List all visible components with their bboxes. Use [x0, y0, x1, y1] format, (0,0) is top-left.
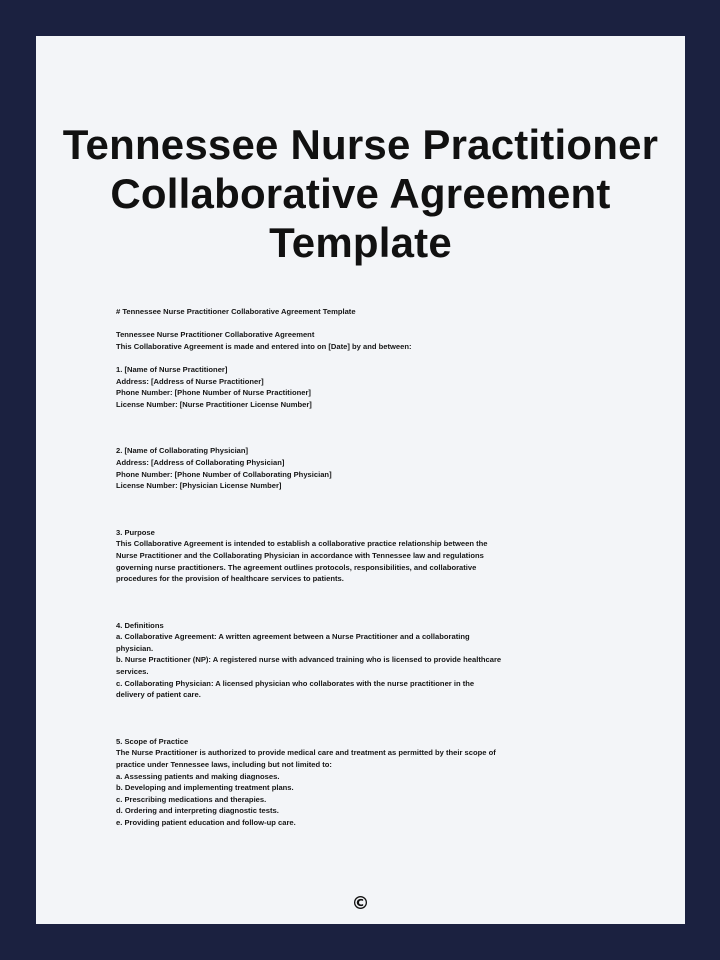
document-page: [36, 36, 685, 924]
physician-address: Address: [Address of Collaborating Physician]: [116, 457, 285, 467]
purpose-text: This Collaborative Agreement is intended to establish a collaborative practice relationship between the: [116, 539, 488, 549]
party-one-section: [116, 364, 606, 410]
spacer: [116, 318, 606, 330]
np-license: License Number: [Nurse Practitioner License Number]: [116, 399, 312, 409]
purpose-section: [116, 527, 606, 585]
definition-item: physician.: [116, 643, 154, 653]
purpose-text: governing nurse practitioners. The agreement outlines protocols, responsibilities, and collaborative: [116, 562, 477, 572]
markdown-heading-line: # Tennessee Nurse Practitioner Collaborative Agreement Template: [116, 307, 356, 316]
purpose-text: procedures for the provision of healthcare services to patients.: [116, 574, 344, 584]
purpose-heading: 3. Purpose: [116, 527, 155, 537]
scope-item: a. Assessing patients and making diagnoses.: [116, 771, 280, 781]
definition-item: a. Collaborative Agreement: A written agreement between a Nurse Practitioner and a collaborating: [116, 632, 470, 642]
spacer: [116, 701, 606, 736]
scope-heading: 5. Scope of Practice: [116, 736, 189, 746]
spacer: [116, 410, 606, 445]
party-two-section: [116, 445, 606, 491]
scope-item: e. Providing patient education and follow-up care.: [116, 818, 296, 827]
physician-phone: Phone Number: [Phone Number of Collaborating Physician]: [116, 469, 332, 479]
definition-item: services.: [116, 667, 149, 677]
document-body: [116, 306, 606, 829]
scope-text: practice under Tennessee laws, including but not limited to:: [116, 760, 332, 770]
physician-name: 2. [Name of Collaborating Physician]: [116, 446, 249, 456]
scope-item: d. Ordering and interpreting diagnostic tests.: [116, 806, 279, 816]
scope-item: b. Developing and implementing treatment plans.: [116, 783, 294, 793]
intro-title: Tennessee Nurse Practitioner Collaborative Agreement: [116, 330, 315, 340]
definition-item: b. Nurse Practitioner (NP): A registered nurse with advanced training who is licensed to provide healthcare: [116, 655, 502, 665]
np-name: 1. [Name of Nurse Practitioner]: [116, 364, 228, 374]
spacer: [116, 352, 606, 364]
scope-item: c. Prescribing medications and therapies.: [116, 794, 267, 804]
spacer: [116, 492, 606, 527]
purpose-text: Nurse Practitioner and the Collaborating Physician in accordance with Tennessee law and regulations: [116, 550, 484, 560]
intro-section: [116, 329, 606, 352]
definitions-section: [116, 620, 606, 701]
np-address: Address: [Address of Nurse Practitioner]: [116, 376, 264, 386]
page-title: Tennessee Nurse Practitioner Collaborative Agreement Template: [62, 121, 659, 266]
intro-text: This Collaborative Agreement is made and entered into on [Date] by and between:: [116, 341, 412, 351]
scope-text: The Nurse Practitioner is authorized to provide medical care and treatment as permitted by their scope of: [116, 748, 496, 758]
physician-license: License Number: [Physician License Number]: [116, 481, 282, 491]
definitions-heading: 4. Definitions: [116, 620, 164, 630]
definition-item: delivery of patient care.: [116, 690, 201, 700]
scope-section: [116, 736, 606, 829]
copyright-icon: ©: [351, 893, 370, 914]
definition-item: c. Collaborating Physician: A licensed physician who collaborates with the nurse practitioner in the: [116, 678, 475, 688]
np-phone: Phone Number: [Phone Number of Nurse Practitioner]: [116, 388, 311, 398]
spacer: [116, 585, 606, 620]
